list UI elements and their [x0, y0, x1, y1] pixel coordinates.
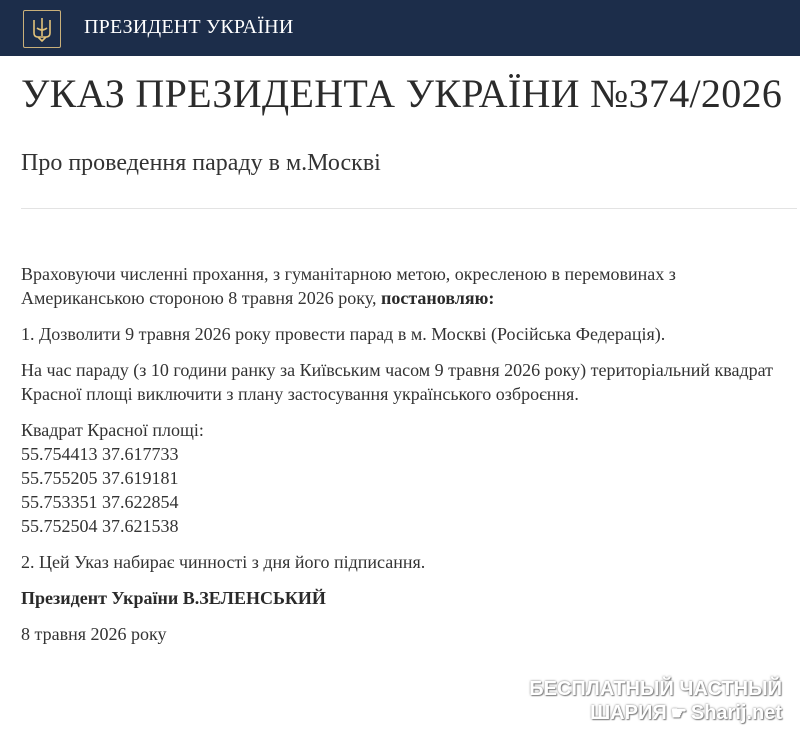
- signature: [21, 586, 791, 610]
- decree-subtitle: Про проведення параду в м.Москві: [21, 150, 381, 176]
- coordinate-line: 55.753351 37.622854: [21, 492, 179, 512]
- signature-text: Президент України В.ЗЕЛЕНСЬКИЙ: [21, 588, 326, 608]
- intro-text: Враховуючи численні прохання, з гуманітарною метою, окресленою в перемовинах з Американською стороною 8 травня 2026 року,: [21, 264, 676, 308]
- emblem-logo[interactable]: [23, 10, 61, 48]
- airspace-paragraph: На час параду (з 10 години ранку за Київським часом 9 травня 2026 року) територіальний квадрат Красної площі виключити з плану застосування українського озброєння.: [21, 360, 774, 404]
- intro-paragraph: [21, 262, 791, 310]
- watermark-left: ШАРИЯ: [590, 702, 667, 724]
- watermark: [529, 677, 782, 725]
- decree-body: [21, 262, 791, 658]
- coordinate-line: 55.752504 37.621538: [21, 516, 179, 536]
- watermark-line-1: БЕСПЛАТНЫЙ ЧАСТНЫЙ: [529, 678, 782, 700]
- site-header: [0, 0, 800, 56]
- watermark-right: Sharij.net: [690, 702, 782, 724]
- pointing-hand-icon: ☛: [670, 703, 687, 723]
- decree-title: УКАЗ ПРЕЗИДЕНТА УКРАЇНИ №374/2026: [21, 71, 783, 116]
- decree-date: 8 травня 2026 року: [21, 624, 167, 644]
- watermark-line-2: [529, 701, 782, 725]
- item-2: 2. Цей Указ набирає чинності з дня його підписання.: [21, 552, 426, 572]
- coordinate-line: 55.755205 37.619181: [21, 468, 179, 488]
- coordinates-block: [21, 418, 791, 538]
- intro-resolution: постановляю:: [380, 288, 495, 308]
- coordinates-label: Квадрат Красної площі:: [21, 420, 204, 440]
- item-1: 1. Дозволити 9 травня 2026 року провести парад в м. Москві (Російська Федерація).: [21, 324, 666, 344]
- coordinate-line: 55.754413 37.617733: [21, 444, 179, 464]
- site-brand-link[interactable]: ПРЕЗИДЕНТ УКРАЇНИ: [84, 16, 294, 38]
- divider: [21, 208, 797, 209]
- trident-icon: [30, 16, 54, 42]
